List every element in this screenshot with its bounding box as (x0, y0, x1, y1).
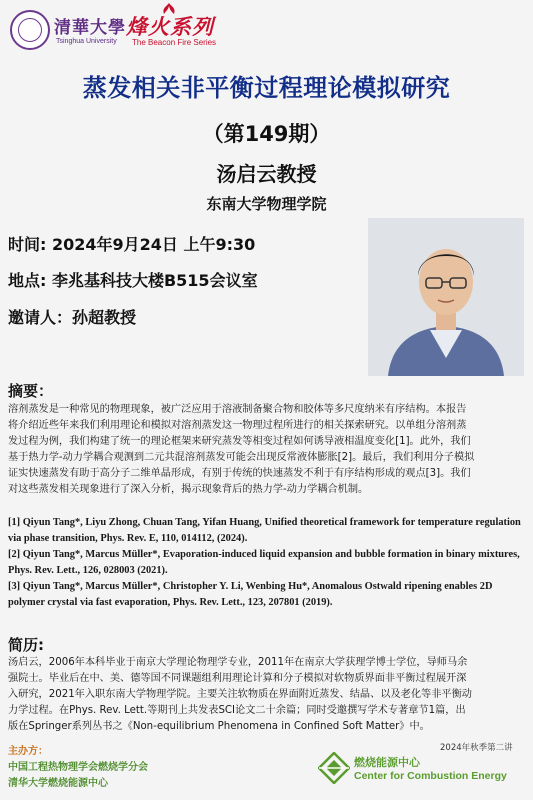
university-name-en: Tsinghua University (56, 38, 117, 45)
bio-text (8, 655, 525, 735)
abstract-line: 溶剂蒸发是一种常见的物理现象，被广泛应用于溶液制备聚合物和胶体等多尺度纳米有序结构。本报告 (8, 404, 467, 415)
tsinghua-seal-logo (10, 10, 50, 50)
reference-list (8, 515, 525, 611)
bio-line: 力学过程。在Phys. Rev. Lett.等期刊上共发表SCI论文二十余篇；同时受邀撰写学术专著章节1篇，出 (8, 705, 466, 716)
reference-item: [2] Qiyun Tang*, Marcus Müller*, Evaporation-induced liquid expansion and bubble formation in binary mixtures, Phys. Rev. Lett., 126, 028003 (2021). (8, 549, 520, 576)
bio-line: 汤启云，2006年本科毕业于南京大学理论物理学专业，2011年在南京大学获理学博士学位，导师马余 (8, 657, 468, 668)
bio-line: 强院士。毕业后在中、美、德等国不同课题组利用理论计算和分子模拟对软物质界面非平衡过程展开深 (8, 673, 467, 684)
event-inviter: 邀请人：孙超教授 (8, 308, 137, 327)
combustion-center-name-cn: 燃烧能源中心 (354, 756, 420, 769)
abstract-line: 证实快速蒸发有助于高分子二维单晶形成，有别于传统的快速蒸发不利于有序结构形成的观点[3]。我们 (8, 468, 471, 479)
season-label: 2024年秋季第二讲 (440, 743, 513, 753)
bio-line: 版在Springer系列丛书之《Non-equilibrium Phenomena in Confined Soft Matter》中。 (8, 721, 430, 732)
abstract-line: 将介绍近些年来我们利用理论和模拟对溶剂蒸发这一物理过程所进行的相关探索研究。以单组分溶剂蒸 (8, 420, 467, 431)
bio-heading: 简历: (8, 636, 44, 654)
speaker-name: 汤启云教授 (216, 162, 317, 186)
abstract-line: 基于热力学-动力学耦合观测到二元共混溶剂蒸发可能会出现反常液体膨胀[2]。最后，我们利用分子模拟 (8, 452, 475, 463)
event-location: 地点: 李兆基科技大楼B515会议室 (8, 271, 258, 290)
speaker-affiliation: 东南大学物理学院 (206, 195, 327, 213)
event-time: 时间: 2024年9月24日 上午9:30 (8, 235, 256, 254)
reference-item: [3] Qiyun Tang*, Marcus Müller*, Christopher Y. Li, Wenbing Hu*, Anomalous Ostwald ripening enables 2D polymer crystal via fast evaporation, Phys. Rev. Lett., 123, 207801 (2019). (8, 581, 493, 608)
series-name-en: The Beacon Fire Series (132, 38, 217, 47)
host-organization: 中国工程热物理学会燃烧学分会 (8, 762, 148, 773)
combustion-center-logo-icon (318, 752, 350, 784)
issue-number: （第149期） (202, 122, 331, 146)
series-name-cn: 烽火系列 (126, 15, 214, 39)
abstract-line: 发过程为例，我们构建了统一的理论框架来研究蒸发等相变过程如何诱导液相温度变化[1]。此外，我们 (8, 436, 471, 447)
host-organization: 清华大学燃烧能源中心 (8, 778, 108, 789)
lecture-title: 蒸发相关非平衡过程理论模拟研究 (82, 74, 451, 102)
university-name-cn: 清華大學 (54, 18, 126, 38)
abstract-text (8, 402, 525, 498)
header-banner (0, 0, 533, 62)
bio-line: 入研究，2021年入职东南大学物理学院。主要关注软物质在界面附近蒸发、结晶、以及老化等非平衡动 (8, 689, 472, 700)
host-label: 主办方： (8, 746, 48, 757)
abstract-line: 对这些蒸发相关现象进行了深入分析，揭示现象背后的热力学-动力学耦合机制。 (8, 484, 369, 495)
speaker-photo (368, 218, 524, 376)
reference-item: [1] Qiyun Tang*, Liyu Zhong, Chuan Tang, Yifan Huang, Unified theoretical framework for temperature regulation via phase transition, Phys. Rev. E, 110, 014112, (2024). (8, 517, 521, 544)
combustion-center-name-en: Center for Combustion Energy (354, 770, 507, 782)
abstract-heading: 摘要： (8, 382, 54, 400)
